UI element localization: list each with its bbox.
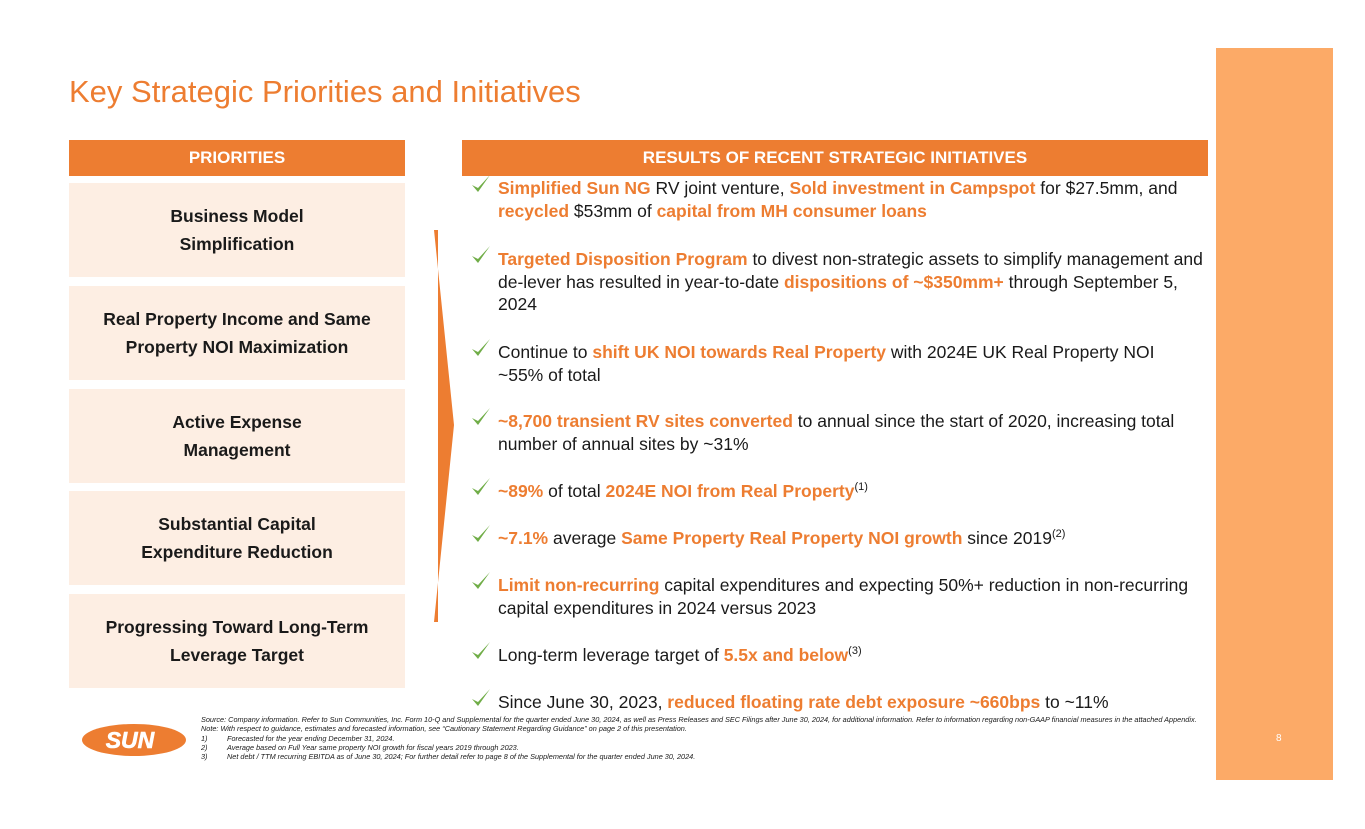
- highlight-text: Sold investment in Campspot: [789, 178, 1036, 198]
- result-item: [498, 480, 1204, 503]
- result-text: Continue to: [498, 342, 593, 362]
- priority-item: [69, 389, 405, 483]
- checkmark-icon: [470, 406, 492, 428]
- priority-item: [69, 183, 405, 277]
- checkmark-icon: [470, 337, 492, 359]
- result-text: since 2019: [962, 528, 1052, 548]
- priority-line: Property NOI Maximization: [125, 337, 349, 357]
- checkmark-icon: [470, 244, 492, 266]
- result-item: [498, 410, 1204, 455]
- priority-line: Real Property Income and Same: [103, 309, 371, 329]
- priority-line: Simplification: [179, 234, 295, 254]
- result-item: [498, 341, 1204, 386]
- footnote-item: [201, 734, 1201, 743]
- checkmark-icon: [470, 523, 492, 545]
- priority-line: Progressing Toward Long-Term: [105, 617, 369, 637]
- highlight-text: capital from MH consumer loans: [656, 200, 927, 221]
- highlight-text: Same Property Real Property NOI growth: [621, 528, 963, 548]
- highlight-text: dispositions of ~$350mm+: [783, 271, 1004, 292]
- highlight-text: 2024E NOI from Real Property: [605, 481, 855, 501]
- highlight-text: 5.5x and below: [723, 645, 849, 665]
- result-text: to ~11%: [1040, 692, 1109, 712]
- result-item: [498, 248, 1204, 316]
- highlight-text: ~8,700 transient RV sites converted: [498, 411, 793, 431]
- highlight-text: reduced floating rate debt exposure ~660bps: [667, 692, 1041, 712]
- highlight-text: Simplified Sun NG: [498, 178, 651, 198]
- footnote-item: [201, 743, 1201, 752]
- highlight-text: ~89%: [498, 481, 544, 501]
- footnote-number: 1): [201, 733, 208, 743]
- priority-item: [69, 286, 405, 380]
- result-text: $53mm of: [569, 200, 657, 221]
- result-item: [498, 644, 1204, 667]
- side-accent-bar: [1216, 48, 1333, 780]
- priority-line: Active Expense: [172, 412, 302, 432]
- result-text: to annual since the start of 2020, increasing total number of annual sites by ~31%: [498, 411, 1175, 454]
- priority-line: Expenditure Reduction: [141, 542, 333, 562]
- priority-line: Management: [183, 440, 291, 460]
- chevron-arrow-icon: [434, 230, 456, 630]
- result-item: [498, 691, 1204, 714]
- result-text: capital expenditures and expecting 50%+ reduction in non-recurring capital expenditures in 2024 versus 2023: [498, 575, 1189, 618]
- highlight-text: ~7.1%: [498, 528, 549, 548]
- highlight-text: recycled: [498, 200, 570, 221]
- checkmark-icon: [470, 687, 492, 709]
- result-text: Since June 30, 2023,: [498, 692, 668, 712]
- footnote-ref: (2): [1051, 528, 1066, 541]
- highlight-text: Targeted Disposition Program: [498, 249, 748, 269]
- result-text: to divest non-strategic assets to simplify management and de-lever has resulted in year-to-date: [498, 249, 1203, 292]
- checkmark-icon: [470, 640, 492, 662]
- guidance-note: Note: With respect to guidance, estimates and forecasted information, see “Cautionary Statement Regarding Guidance” on page 2 of this presentation.: [201, 724, 687, 734]
- result-item: [498, 527, 1204, 550]
- footnote-text: Net debt / TTM recurring EBITDA as of June 30, 2024; For further detail refer to page 8 of the Supplemental for the quarter ended June 30, 2024.: [227, 752, 696, 762]
- page-number: 8: [1276, 733, 1282, 744]
- footnote-number: 2): [201, 742, 208, 752]
- results-header: RESULTS OF RECENT STRATEGIC INITIATIVES: [462, 140, 1208, 176]
- page-title: Key Strategic Priorities and Initiatives: [69, 74, 581, 109]
- result-text: for $27.5mm, and: [1035, 178, 1178, 198]
- logo-text: SUN: [105, 727, 155, 753]
- result-text: RV joint venture,: [650, 178, 790, 198]
- result-text: with 2024E UK Real Property NOI ~55% of total: [498, 342, 1155, 385]
- priority-item: [69, 594, 405, 688]
- checkmark-icon: [470, 570, 492, 592]
- result-text: average: [548, 528, 622, 548]
- priorities-header: PRIORITIES: [69, 140, 405, 176]
- source-note: Source: Company information. Refer to Sun Communities, Inc. Form 10-Q and Supplemental for the quarter ended June 30, 2024, as well as Press Releases and SEC Filings after June 30, 2024, for additional information. Refer to information regarding non-GAAP financial measures in the attached Appendix.: [201, 715, 1197, 724]
- checkmark-icon: [470, 476, 492, 498]
- priority-line: Business Model: [170, 206, 304, 226]
- footnote-ref: (3): [848, 645, 862, 658]
- checkmark-icon: [470, 173, 492, 195]
- highlight-text: shift UK NOI towards Real Property: [592, 342, 887, 362]
- sun-logo: [80, 722, 188, 758]
- result-item: [498, 574, 1204, 619]
- footnote-item: [201, 752, 1201, 761]
- result-text: Long-term leverage target of: [498, 645, 724, 665]
- footnote-text: Forecasted for the year ending December 31, 2024.: [227, 733, 395, 743]
- result-item: [498, 177, 1204, 222]
- priority-line: Substantial Capital: [158, 514, 316, 534]
- footnote-ref: (1): [854, 481, 868, 494]
- footnote-text: Average based on Full Year same property NOI growth for fiscal years 2019 through 2023.: [227, 742, 519, 752]
- priority-item: [69, 491, 405, 585]
- result-text: through September 5, 2024: [498, 271, 1178, 314]
- footnotes: [201, 715, 1201, 761]
- footnote-number: 3): [201, 752, 208, 762]
- highlight-text: Limit non-recurring: [498, 575, 660, 595]
- priority-line: Leverage Target: [170, 645, 304, 665]
- result-text: of total: [543, 481, 606, 501]
